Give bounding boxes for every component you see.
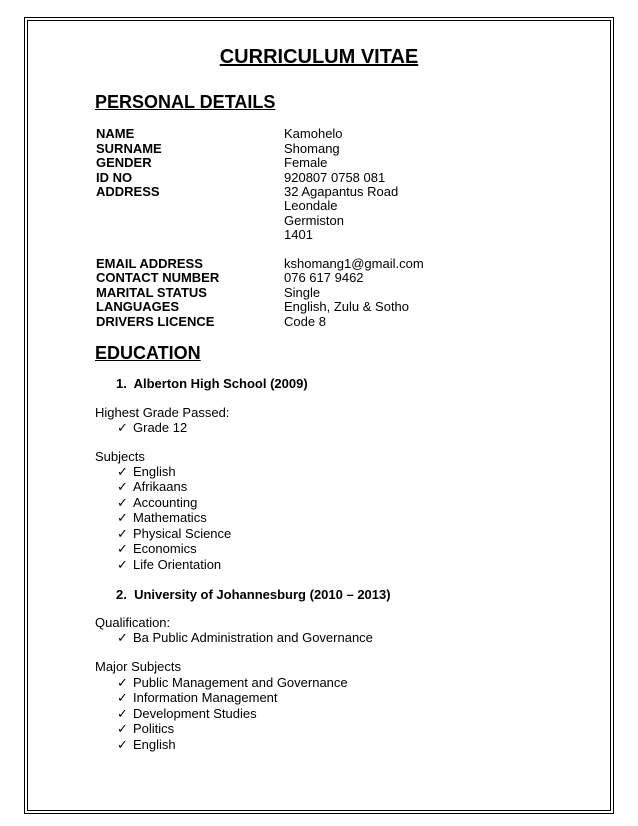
field-label-marital-status: MARITAL STATUS [96, 285, 207, 300]
education-item-university [116, 587, 391, 602]
item-number: 1. [116, 376, 127, 391]
checkmark-icon: ✓ [117, 690, 128, 705]
university-name: University of Johannesburg (2010 – 2013) [134, 587, 391, 602]
address-line: Germiston [284, 213, 344, 228]
field-value-languages: English, Zulu & Sotho [284, 299, 410, 314]
qualification-label: Qualification: [95, 615, 171, 630]
list-item: ✓ Afrikaans [117, 479, 188, 494]
field-value-drivers-licence: Code 8 [284, 314, 326, 329]
address-line: 1401 [284, 227, 313, 242]
field-label-contact-number: CONTACT NUMBER [96, 270, 220, 285]
document-title: CURRICULUM VITAE [219, 46, 419, 68]
field-label-address: ADDRESS [96, 184, 160, 199]
list-item: ✓ Ba Public Administration and Governance [117, 630, 373, 645]
field-label-name: NAME [96, 126, 135, 141]
list-item: ✓ Public Management and Governance [117, 675, 348, 690]
checkmark-icon: ✓ [117, 464, 128, 479]
field-label-email: EMAIL ADDRESS [96, 256, 203, 271]
field-value-surname: Shomang [284, 141, 340, 156]
field-label-drivers-licence: DRIVERS LICENCE [96, 314, 215, 329]
list-item: ✓ Physical Science [117, 526, 232, 541]
field-value-contact-number: 076 617 9462 [284, 270, 364, 285]
checkmark-icon: ✓ [117, 721, 128, 736]
checkmark-icon: ✓ [117, 510, 128, 525]
checkmark-icon: ✓ [117, 526, 128, 541]
checkmark-icon: ✓ [117, 557, 128, 572]
checkmark-icon: ✓ [117, 675, 128, 690]
grade-label: Highest Grade Passed: [95, 405, 230, 420]
checkmark-icon: ✓ [117, 479, 128, 494]
education-item-school [116, 376, 308, 391]
field-label-surname: SURNAME [96, 141, 162, 156]
list-item: ✓ Life Orientation [117, 557, 222, 572]
list-item: ✓ Accounting [117, 495, 198, 510]
personal-details-heading: PERSONAL DETAILS [95, 92, 276, 112]
address-line: Leondale [284, 198, 338, 213]
checkmark-icon: ✓ [117, 495, 128, 510]
subjects-label: Subjects [95, 449, 145, 464]
field-label-id-no: ID NO [96, 170, 133, 185]
field-value-gender: Female [284, 155, 328, 170]
list-item: ✓ Mathematics [117, 510, 207, 525]
education-heading: EDUCATION [95, 343, 201, 363]
list-item: ✓ English [117, 737, 176, 752]
list-item: ✓ Development Studies [117, 706, 257, 721]
list-item: ✓ Politics [117, 721, 175, 736]
field-value-address: 32 Agapantus Road [284, 184, 399, 199]
checkmark-icon: ✓ [117, 737, 128, 752]
field-value-email: kshomang1@gmail.com [284, 256, 424, 271]
checkmark-icon: ✓ [117, 706, 128, 721]
list-item: ✓ Economics [117, 541, 197, 556]
checkmark-icon: ✓ [117, 541, 128, 556]
field-label-languages: LANGUAGES [96, 299, 180, 314]
field-value-id-no: 920807 0758 081 [284, 170, 386, 185]
checkmark-icon: ✓ [117, 420, 128, 435]
major-subjects-label: Major Subjects [95, 659, 181, 674]
field-value-marital-status: Single [284, 285, 321, 300]
school-name: Alberton High School (2009) [133, 376, 308, 391]
list-item: ✓ Grade 12 [117, 420, 188, 435]
list-item: ✓ Information Management [117, 690, 278, 705]
field-label-gender: GENDER [96, 155, 152, 170]
checkmark-icon: ✓ [117, 630, 128, 645]
item-number: 2. [116, 587, 127, 602]
list-item: ✓ English [117, 464, 176, 479]
field-value-name: Kamohelo [284, 126, 343, 141]
